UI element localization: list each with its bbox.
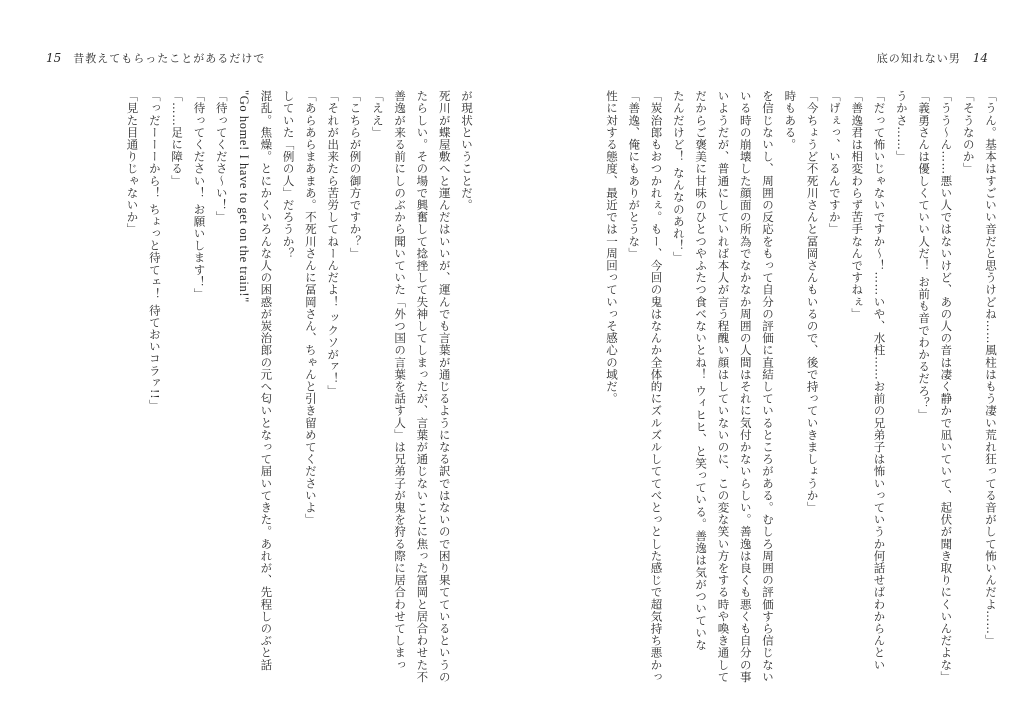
- text-line: 「それが出来たら苦労してねーんだよ！ ックソがァ！」: [326, 90, 341, 397]
- text-line: たんだけど！ なんなのあれ！」: [671, 90, 686, 264]
- right-running-title: 底の知れない男: [876, 52, 961, 65]
- text-line: 善逸が来る前にしのぶから聞いていた「外つ国の言葉を話す人」は兄弟子が鬼を狩る際に居合わせてしまっ: [393, 90, 408, 671]
- text-line: 「善逸、俺にもありがとうな」: [627, 90, 642, 260]
- text-line: 「見た目通りじゃないか」: [125, 90, 140, 236]
- left-running-title: 昔教えてもらったことがあるだけで: [73, 52, 266, 65]
- text-line: を信じないし、周囲の反応をもって自分の評価に直結しているところがある。むしろ周囲の評価すら信じない: [761, 90, 776, 683]
- text-line: うかさ……」: [894, 90, 909, 163]
- text-line: たらしい。その場で興奮して捻挫して失神してしまったが、言葉が通じないことに焦った冨岡と居合わせた不: [415, 90, 430, 683]
- text-line: だからご褒美に甘味のひとつやふたつ食べないとね！ ウィヒヒ、と笑っている。善逸は気がついていな: [694, 90, 709, 651]
- text-line: 時もある。: [783, 90, 798, 151]
- text-line: 「げぇっ、いるんですか」: [827, 90, 842, 236]
- text-line: 「そうなのか」: [961, 90, 976, 175]
- english-quote-line: "Go home! I have to get on the train!": [237, 90, 252, 303]
- text-line: 「善逸君は相変わらず苦手なんですねぇ」: [850, 90, 865, 320]
- right-page-body: [582, 90, 1002, 690]
- text-line: 「あらあらまあまあ。不死川さんに冨岡さん、ちゃんと引き留めてくださいよ」: [303, 90, 318, 526]
- left-page-number: 15: [46, 51, 62, 65]
- text-line: 「待ってくださ〜い！」: [214, 90, 229, 224]
- right-page: [512, 0, 1024, 728]
- text-line: 「うん。基本はすごいい音だと思うけどね……風柱はもう凄い荒れ狂ってる音がして怖いんだよ……」: [984, 90, 998, 647]
- text-line: 「だって怖いじゃないですか〜！……いや、水柱……お前の兄弟子は怖いっていうか何話せばわからんとい: [872, 90, 887, 671]
- text-line: いる時の崩壊した顔面の所為でなかなか周囲の人間はそれに気付かないらしい。善逸は良くも悪くも自分の事: [738, 90, 753, 683]
- text-line: いようだが、普通にしていれば本人が言う程醜い顔はしていないのに、この変な笑い方をする時や喚き通して: [716, 90, 731, 683]
- right-page-number: 14: [972, 51, 988, 65]
- left-page-body: [38, 90, 478, 690]
- left-page-header: [46, 50, 265, 66]
- text-line: 死川が蝶屋敷へと運んだはいいが、運んでも言葉が通じるようになる訳ではないので困り果てているというの: [437, 90, 452, 683]
- text-line: 「炭治郎もおつかれぇ。もー、今回の鬼はなんか全体的にズルズルしててべとっとした感じで超気持ち悪かっ: [649, 90, 664, 683]
- text-line: 「義勇さんは優しくていい人だ！ お前も音でわかるだろ？」: [917, 90, 932, 421]
- text-line: 性に対する態度、最近では一周回っていっそ感心の域だ。: [604, 90, 619, 405]
- text-line: していた「例の人」だろうか？: [281, 90, 296, 260]
- text-line: 「……足に障る」: [170, 90, 185, 187]
- text-line: が現状ということだ。: [460, 90, 474, 211]
- text-line: 「待ってください！ お願いします！」: [192, 90, 207, 300]
- text-line: 混乱。焦燥。とにかくいろんな人の困惑が炭治郎の元へ匂いとなって届いてきた。あれが、先程しのぶと話: [259, 90, 274, 671]
- text-line: 「うう〜ん……悪い人ではないけど、あの人の音は凄く静かで凪いていて、起伏が聞き取りにくいんだよな」: [939, 90, 954, 683]
- text-line: 「っだーーーから！ ちょっと待てェ！ 待ておいコラァ!!」: [147, 90, 162, 412]
- text-line: 「ええ」: [370, 90, 385, 139]
- text-line: 「今ちょうど不死川さんと冨岡さんもいるので、後で持っていきましょうか」: [805, 90, 820, 514]
- right-page-header: [877, 50, 988, 66]
- text-line: 「こちらが例の御方ですか？」: [348, 90, 363, 260]
